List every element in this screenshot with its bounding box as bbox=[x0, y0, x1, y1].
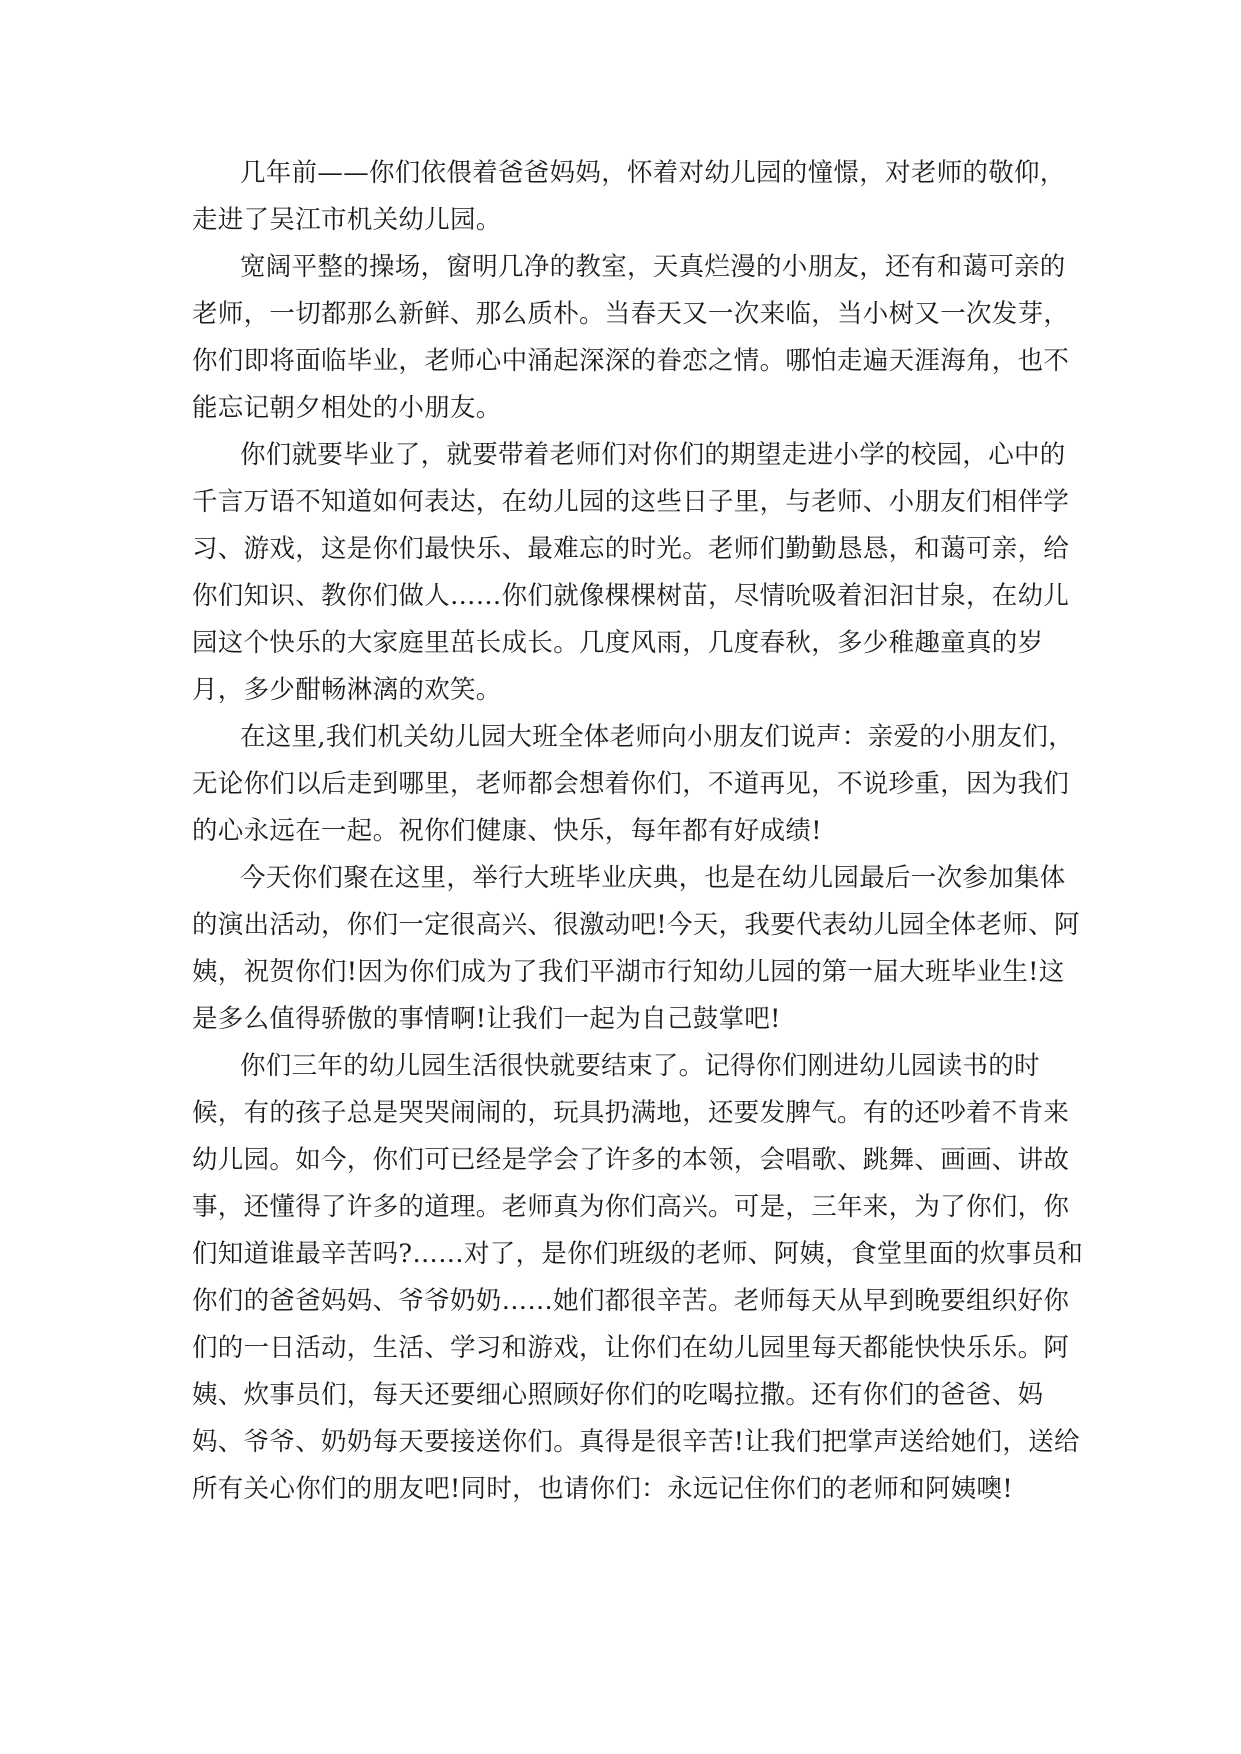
text-line: 你们的爸爸妈妈、爷爷奶奶……她们都很辛苦。老师每天从早到晚要组织好你 bbox=[192, 1286, 1070, 1316]
text-line: 宽阔平整的操场，窗明几净的教室，天真烂漫的小朋友，还有和蔼可亲的 bbox=[240, 252, 1066, 282]
text-line: 无论你们以后走到哪里，老师都会想着你们，不道再见，不说珍重，因为我们 bbox=[192, 769, 1070, 799]
paragraph-5 bbox=[192, 855, 1080, 1043]
body-text bbox=[192, 150, 1084, 1513]
text-line: 你们即将面临毕业，老师心中涌起深深的眷恋之情。哪怕走遍天涯海角，也不 bbox=[192, 346, 1070, 376]
text-line: 幼儿园。如今，你们可已经是学会了许多的本领，会唱歌、跳舞、画画、讲故 bbox=[192, 1145, 1070, 1175]
text-line: 习、游戏，这是你们最快乐、最难忘的时光。老师们勤勤恳恳，和蔼可亲，给 bbox=[192, 534, 1070, 564]
text-line: 姨、炊事员们，每天还要细心照顾好你们的吃喝拉撒。还有你们的爸爸、妈 bbox=[192, 1380, 1044, 1410]
text-line: 姨，祝贺你们!因为你们成为了我们平湖市行知幼儿园的第一届大班毕业生!这 bbox=[192, 957, 1065, 987]
text-line: 在这里,我们机关幼儿园大班全体老师向小朋友们说声：亲爱的小朋友们， bbox=[240, 722, 1075, 752]
text-line: 你们三年的幼儿园生活很快就要结束了。记得你们刚进幼儿园读书的时 bbox=[240, 1051, 1040, 1081]
text-line: 的心永远在一起。祝你们健康、快乐，每年都有好成绩! bbox=[192, 816, 822, 846]
text-line: 今天你们聚在这里，举行大班毕业庆典，也是在幼儿园最后一次参加集体 bbox=[240, 863, 1066, 893]
paragraph-1 bbox=[192, 150, 1066, 244]
text-line: 园这个快乐的大家庭里茁长成长。几度风雨，几度春秋，多少稚趣童真的岁 bbox=[192, 628, 1044, 658]
paragraph-4 bbox=[192, 714, 1075, 855]
text-line: 月，多少酣畅淋漓的欢笑。 bbox=[192, 675, 502, 705]
text-line: 你们知识、教你们做人……你们就像棵棵树苗，尽情吮吸着汩汩甘泉，在幼儿 bbox=[192, 581, 1070, 611]
paragraph-3 bbox=[192, 432, 1070, 714]
text-line: 是多么值得骄傲的事情啊!让我们一起为自己鼓掌吧! bbox=[192, 1004, 781, 1034]
text-line: 们知道谁最辛苦吗?……对了，是你们班级的老师、阿姨，食堂里面的炊事员和 bbox=[192, 1239, 1084, 1269]
text-line: 的演出活动，你们一定很高兴、很激动吧!今天，我要代表幼儿园全体老师、阿 bbox=[192, 910, 1080, 940]
text-line: 千言万语不知道如何表达，在幼儿园的这些日子里，与老师、小朋友们相伴学 bbox=[192, 487, 1070, 517]
text-line: 几年前——你们依偎着爸爸妈妈，怀着对幼儿园的憧憬，对老师的敬仰， bbox=[240, 158, 1066, 188]
text-line: 你们就要毕业了，就要带着老师们对你们的期望走进小学的校园，心中的 bbox=[240, 440, 1066, 470]
paragraph-2 bbox=[192, 244, 1070, 432]
text-line: 能忘记朝夕相处的小朋友。 bbox=[192, 393, 502, 423]
text-line: 候，有的孩子总是哭哭闹闹的，玩具扔满地，还要发脾气。有的还吵着不肯来 bbox=[192, 1098, 1070, 1128]
text-line: 所有关心你们的朋友吧!同时，也请你们：永远记住你们的老师和阿姨噢! bbox=[192, 1474, 1013, 1504]
text-line: 老师，一切都那么新鲜、那么质朴。当春天又一次来临，当小树又一次发芽， bbox=[192, 299, 1070, 329]
text-line: 妈、爷爷、奶奶每天要接送你们。真得是很辛苦!让我们把掌声送给她们，送给 bbox=[192, 1427, 1080, 1457]
text-line: 们的一日活动，生活、学习和游戏，让你们在幼儿园里每天都能快快乐乐。阿 bbox=[192, 1333, 1070, 1363]
text-line: 事，还懂得了许多的道理。老师真为你们高兴。可是，三年来，为了你们，你 bbox=[192, 1192, 1070, 1222]
text-line: 走进了吴江市机关幼儿园。 bbox=[192, 205, 502, 235]
paragraph-6 bbox=[192, 1043, 1084, 1513]
